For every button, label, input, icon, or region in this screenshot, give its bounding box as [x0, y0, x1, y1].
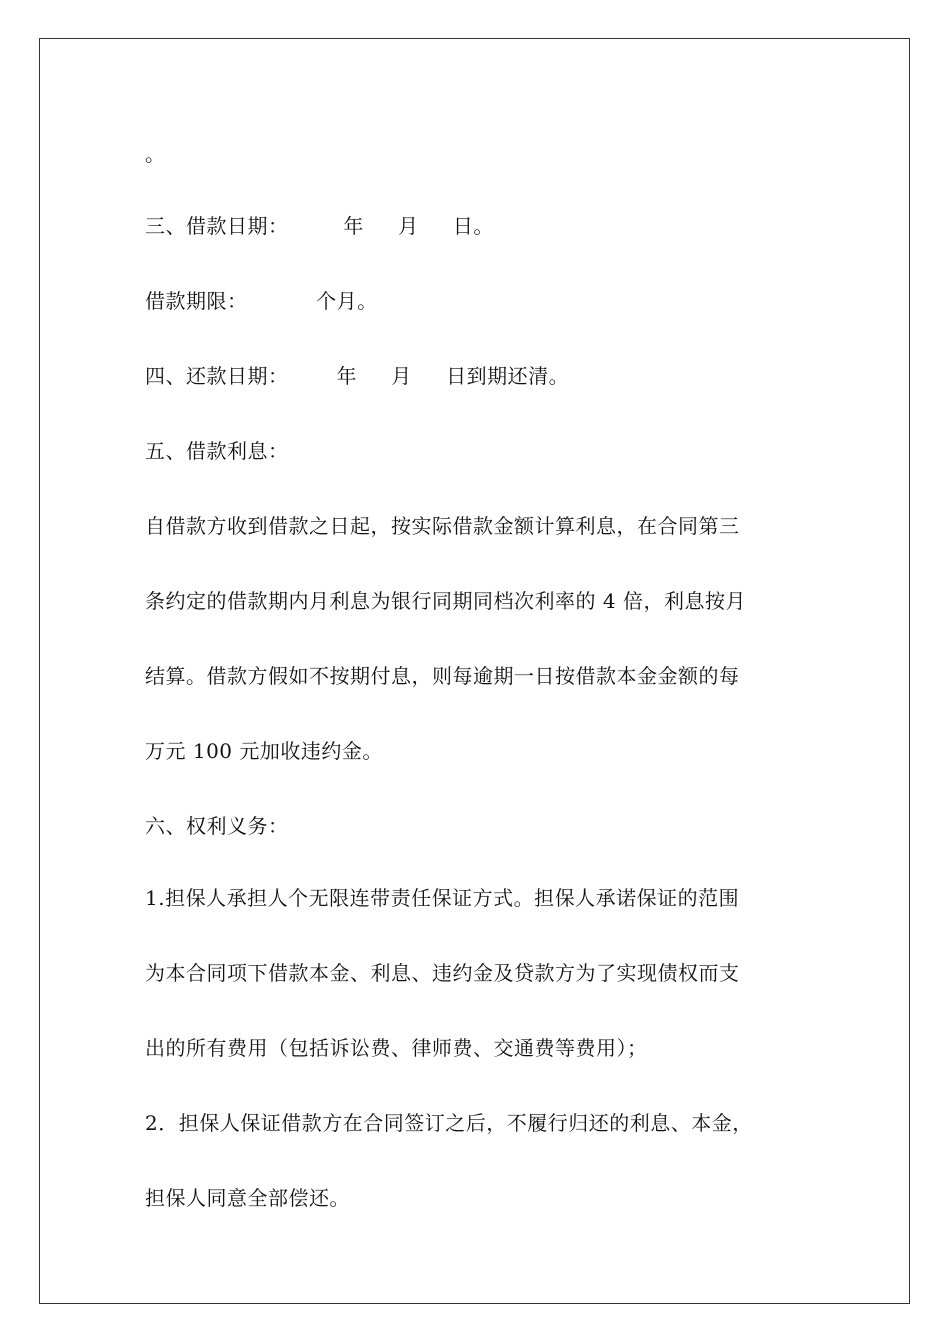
text-line: 借款期限： 个月。 — [145, 289, 378, 313]
text-line: 六、权利义务： — [145, 814, 289, 838]
text-line: 出的所有费用（包括诉讼费、律师费、交通费等费用）； — [145, 1036, 648, 1060]
text-line: 三、借款日期： 年 月 日。 — [145, 214, 494, 238]
text-line: 1.担保人承担人个无限连带责任保证方式。担保人承诺保证的范围 — [145, 886, 740, 910]
text-line: 为本合同项下借款本金、利息、违约金及贷款方为了实现债权而支 — [145, 961, 740, 985]
text-line: 四、还款日期： 年 月 日到期还清。 — [145, 364, 570, 388]
text-line: 条约定的借款期内月利息为银行同期同档次利率的 4 倍，利息按月 — [145, 589, 746, 613]
text-line: 万元 100 元加收违约金。 — [145, 739, 383, 763]
text-line: 担保人同意全部偿还。 — [145, 1186, 350, 1210]
text-line: 五、借款利息： — [145, 439, 289, 463]
text-line: 。 — [145, 142, 166, 166]
text-line: 自借款方收到借款之日起，按实际借款金额计算利息，在合同第三 — [145, 514, 740, 538]
text-line: 2．担保人保证借款方在合同签订之后，不履行归还的利息、本金， — [145, 1111, 753, 1135]
text-line: 结算。借款方假如不按期付息，则每逾期一日按借款本金金额的每 — [145, 664, 740, 688]
